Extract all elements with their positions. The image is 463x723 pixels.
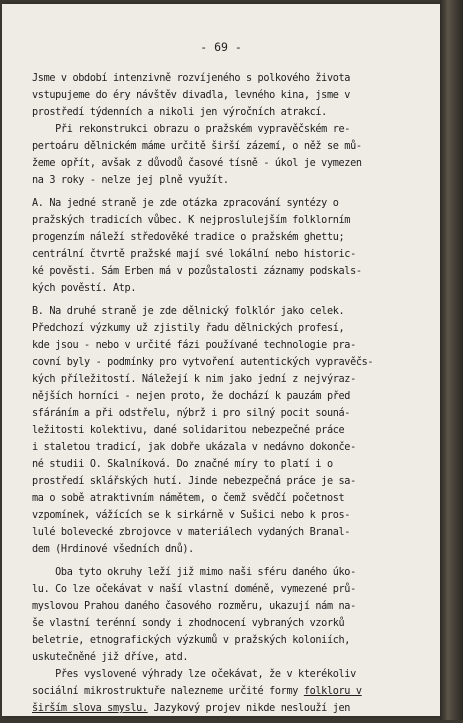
text-line: vstupujeme do éry návštěv divadla, levného kina, jsme v [32,90,351,101]
text-line: beletrie, etnografických výzkumů v pražských koloniích, [32,635,351,646]
text-line: lulé bolevecké zbrojovce v materiálech vydaných Branal- [32,527,351,538]
text-line: né studii O. Skalníková. Do značné míry to platí i o [32,459,333,470]
text-line: centrální čtvrtě pražské mají své lokální nebo historic- [32,249,356,260]
text-line: vzpomínek, vážících se k sirkárně v Sušici nebo k pros- [32,510,351,521]
text-line: Při rekonstrukci obrazu o pražském vypravěčském re- [32,124,351,135]
text-line: Předchozí výzkumy už zjistily řadu dělnických profesí, [32,323,345,334]
paragraph [32,195,432,297]
text-line: progenzím náleží středověké tradice o pražském ghettu; [32,232,345,243]
text-line: uskutečněné již dříve, atd. [32,652,189,663]
text-line: dem (Hrdinové všedních dnů). [32,544,194,555]
text-line: B. Na druhé straně je zde dělnický folklór jako celek. [32,306,345,317]
text-line: Oba tyto okruhy leží již mimo naši sféru daného úko- [32,567,356,578]
body-text [32,70,432,723]
text-line: na 3 roky - nelze jej plně využít. [32,175,229,186]
text-line: Přes vyslovené výhrady lze očekávat, že v kterékoliv [32,669,356,680]
text-line: ké pověsti. Sám Erben má v pozůstalosti záznamy podskals- [32,266,362,277]
text-line: pertoáru dělnickém máme určitě širší zázemí, o něž se mů- [32,141,362,152]
text-line: še vlastní terénní sondy i zhodnocení vybraných vzorků [32,618,345,629]
paragraph [32,564,432,717]
text-line: nějších horníci - nejen proto, že dochází k pauzám před [32,391,351,402]
text-line: covní byly - podmínky pro vytvoření autentických vypravěčs- [32,357,374,368]
text-line: kde jsou - nebo v určité fázi používané technologie pra- [32,340,356,351]
book-spine [440,0,463,720]
paragraph [32,70,432,189]
text-line: ležitosti kolektivu, dané solidaritou nebezpečné práce [32,425,345,436]
text-line: sociální mikrostruktuře nalezneme určité formy folkloru v [32,686,362,697]
text-line: prostředí sklářských hutí. Jinde nebezpečná práce je sa- [32,476,356,487]
text-line: prostředí týdenních a nikoli jen výročních atrakcí. [32,107,327,118]
text-line: i staletou tradicí, jak dobře ukázala v nedávno dokonče- [32,442,356,453]
underlined-phrase: folkloru v [303,686,362,697]
paragraph [32,303,432,558]
text-line: sfáráním a při odstřelu, nýbrž i pro silný pocit souná- [32,408,351,419]
page-number: - 69 - [200,40,242,54]
text-line: A. Na jedné straně je zde otázka zpracování syntézy o [32,198,339,209]
text-line: žeme opřít, avšak z důvodů časové tísně - úkol je vymezen [32,158,362,169]
text-line: lu. Co lze očekávat v naší vlastní doméně, vymezené prů- [32,584,356,595]
text-line: kých pověstí. Atp. [32,283,137,294]
text-line: Jsme v období intenzivně rozvíjeného s polkového života [32,73,351,84]
text-line: širším slova smyslu. Jazykový projev nikde neslouží jen [32,703,351,714]
text-line: pražských tradicích vůbec. K nejproslulejším folklorním [32,215,351,226]
text-line: kých příležitostí. Náležejí k nim jako jední z nejvýraz- [32,374,356,385]
underlined-phrase: širším slova smyslu. [32,703,148,714]
text-line: ma o sobě atraktivním námětem, o čemž svědčí početnost [32,493,345,504]
text-line: myslovou Prahou daného časového rozměru, ukazují nám na- [32,601,356,612]
document-page [2,4,440,716]
